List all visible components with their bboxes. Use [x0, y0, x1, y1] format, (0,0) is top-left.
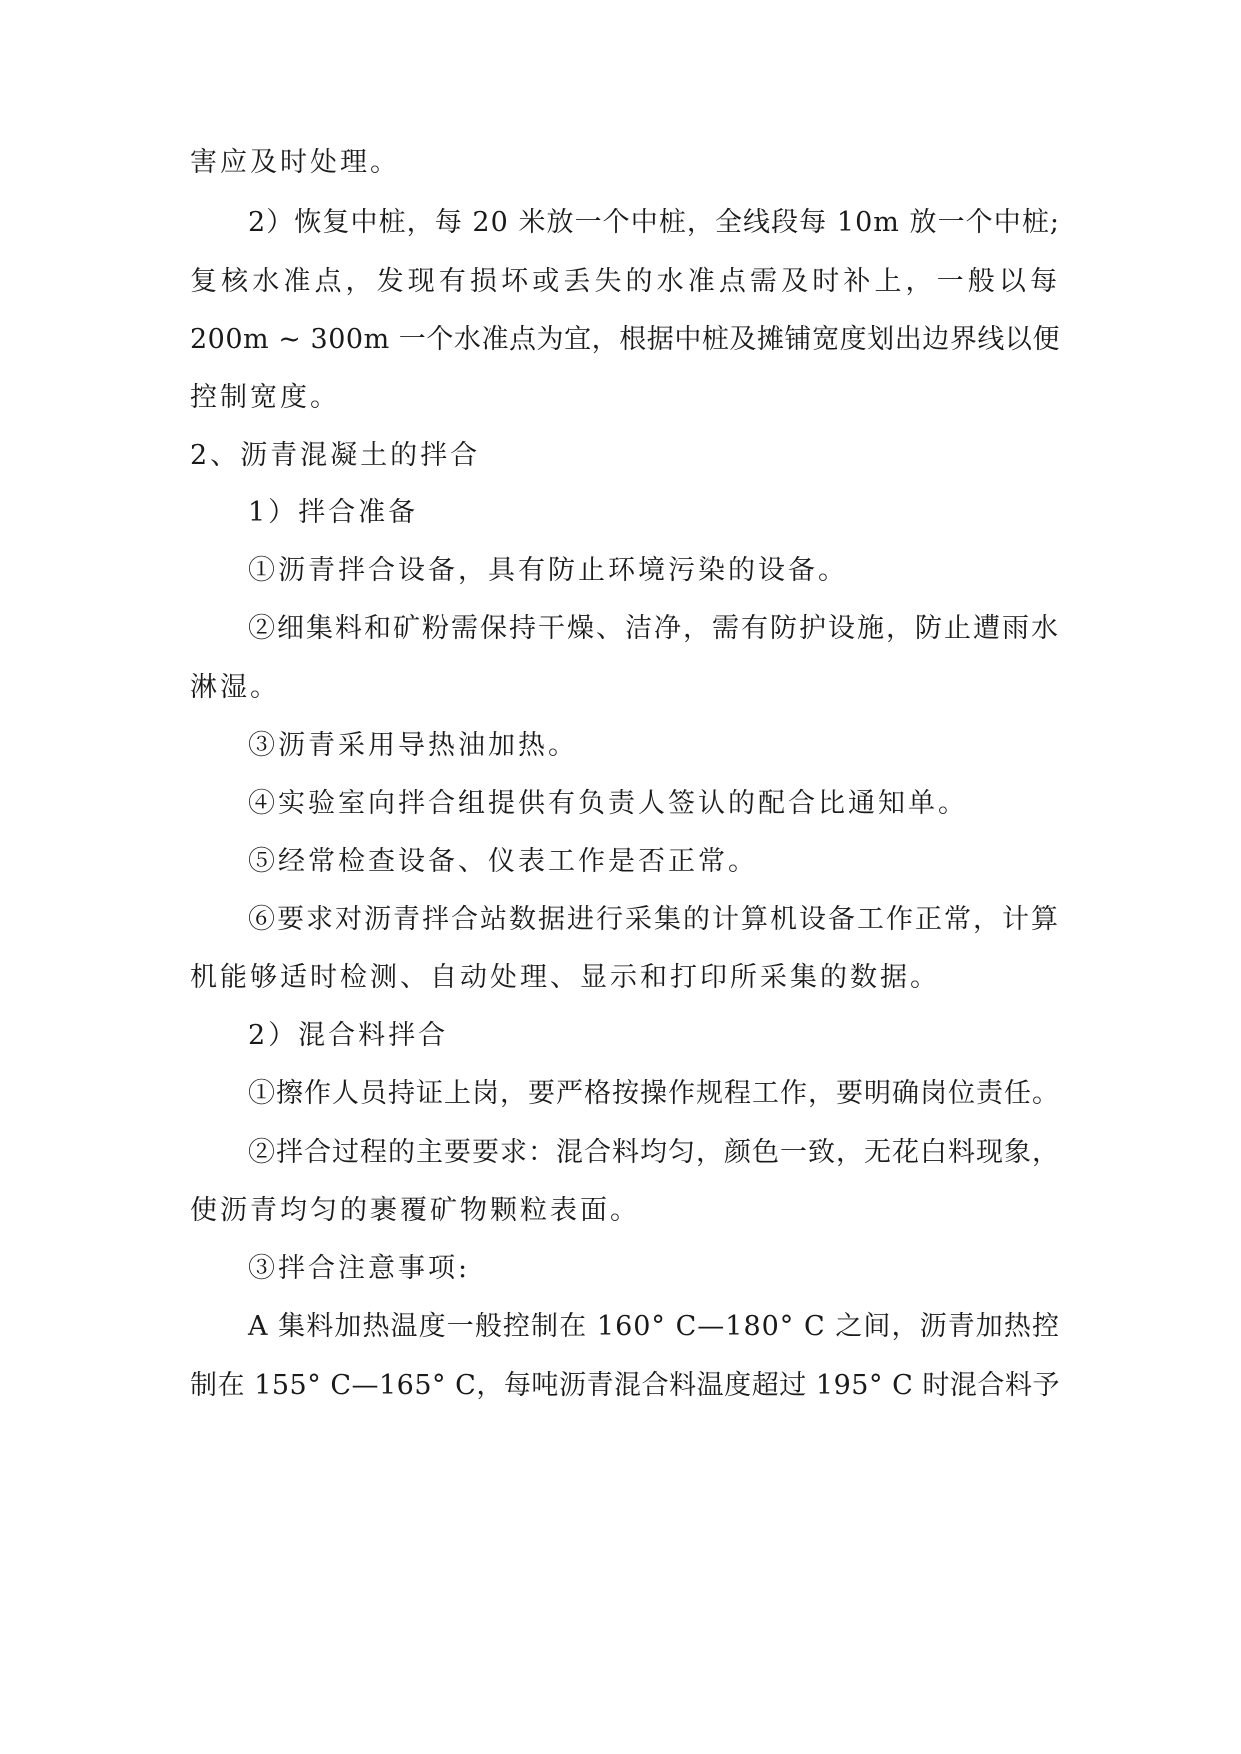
text-line: 复核水准点，发现有损坏或丢失的水准点需及时补上，一般以每 [190, 266, 1060, 297]
text-line: 害应及时处理。 [190, 147, 400, 178]
section-heading: 2、沥青混凝土的拌合 [190, 440, 481, 471]
text-line: 控制宽度。 [190, 382, 340, 413]
text-line: ③拌合注意事项: [248, 1253, 471, 1284]
text-line: ⑥要求对沥青拌合站数据进行采集的计算机设备工作正常，计算 [248, 904, 1060, 935]
text-line: 机能够适时检测、自动处理、显示和打印所采集的数据。 [190, 962, 940, 993]
text-line: 制在 155° C—165° C，每吨沥青混合料温度超过 195° C 时混合料予 [190, 1370, 1060, 1401]
sub-heading: 1）拌合准备 [248, 497, 419, 528]
text-line: ①擦作人员持证上岗，要严格按操作规程工作，要明确岗位责任。 [248, 1078, 1060, 1109]
text-line: ③沥青采用导热油加热。 [248, 730, 578, 761]
text-line: ④实验室向拌合组提供有负责人签认的配合比通知单。 [248, 788, 968, 819]
text-line: ①沥青拌合设备，具有防止环境污染的设备。 [248, 555, 848, 586]
text-line: ②细集料和矿粉需保持干燥、洁净，需有防护设施，防止遭雨水 [248, 613, 1060, 644]
text-line: 200m ~ 300m 一个水准点为宜，根据中桩及摊铺宽度划出边界线以便 [190, 324, 1060, 355]
text-line: ⑤经常检查设备、仪表工作是否正常。 [248, 846, 758, 877]
text-line: 使沥青均匀的裹覆矿物颗粒表面。 [190, 1195, 640, 1226]
sub-heading: 2）混合料拌合 [248, 1020, 449, 1051]
text-line: A 集料加热温度一般控制在 160° C—180° C 之间，沥青加热控 [248, 1311, 1060, 1342]
text-line: 2）恢复中桩，每 20 米放一个中桩，全线段每 10m 放一个中桩; [248, 207, 1060, 238]
text-line: 淋湿。 [190, 672, 280, 703]
text-line: ②拌合过程的主要要求：混合料均匀，颜色一致，无花白料现象， [248, 1137, 1060, 1168]
